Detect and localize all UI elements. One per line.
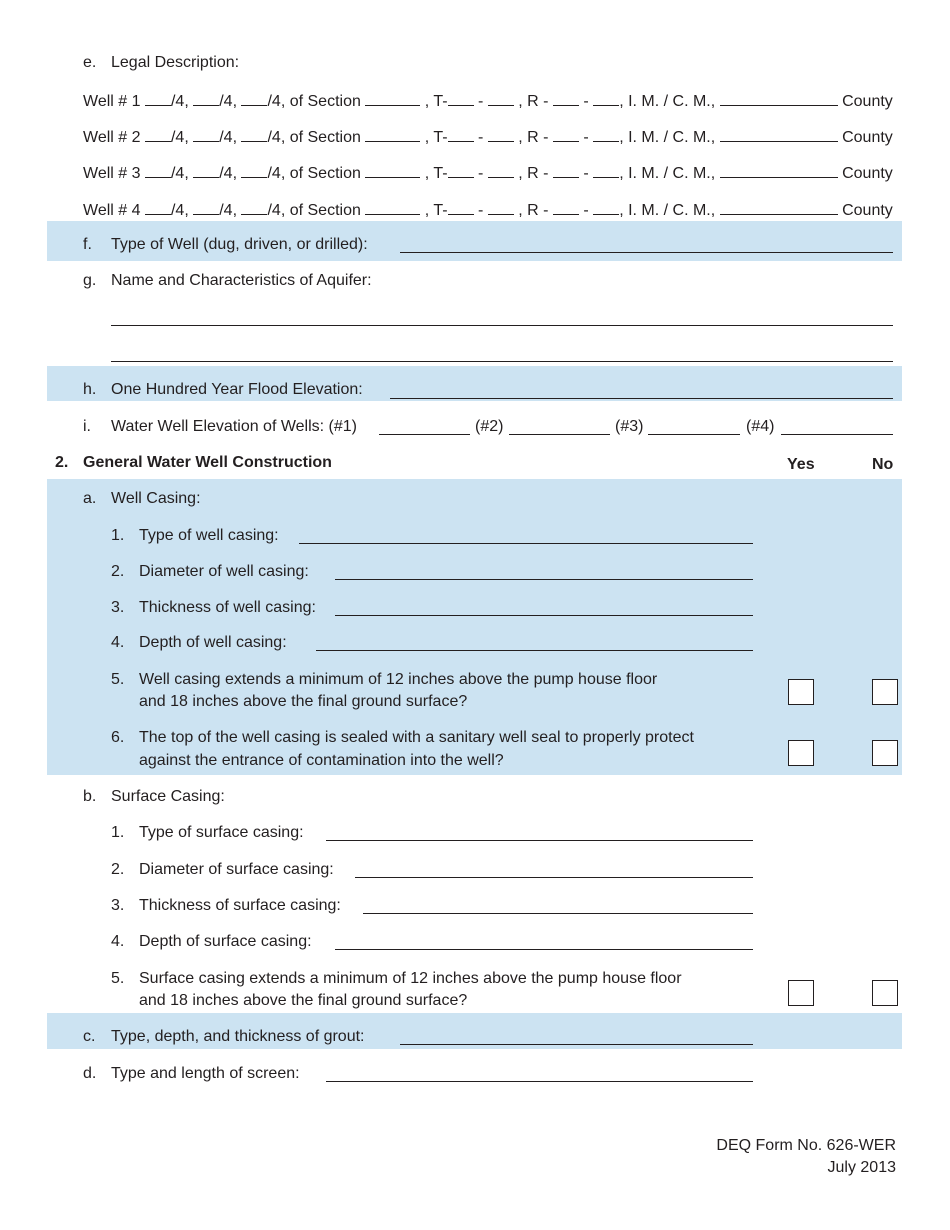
well-casing-diameter-label: Diameter of well casing: xyxy=(139,563,309,580)
surface-casing-depth-field[interactable] xyxy=(335,949,753,950)
surface-casing-thickness-field[interactable] xyxy=(363,913,753,914)
quarter-field[interactable] xyxy=(241,162,267,178)
township-field[interactable] xyxy=(448,162,474,178)
grout-label: Type, depth, and thickness of grout: xyxy=(111,1028,365,1045)
county-field[interactable] xyxy=(720,90,838,106)
sub-item-number: 3. xyxy=(111,897,125,914)
quarter-field[interactable] xyxy=(241,126,267,142)
county-field[interactable] xyxy=(720,126,838,142)
aquifer-label: Name and Characteristics of Aquifer: xyxy=(111,272,372,289)
sub-item-number: 2. xyxy=(111,563,125,580)
elevation-well-3-label: (#3) xyxy=(615,418,644,435)
quarter-field[interactable] xyxy=(241,199,267,215)
well-casing-type-label: Type of well casing: xyxy=(139,527,279,544)
surface-casing-height-no-checkbox[interactable] xyxy=(872,980,898,1006)
well-seal-question: The top of the well casing is sealed with a sanitary well seal to properly protect xyxy=(139,729,694,746)
range-dir-field[interactable] xyxy=(593,162,619,178)
form-date: July 2013 xyxy=(827,1159,896,1176)
elevation-well-2-label: (#2) xyxy=(475,418,504,435)
surface-casing-height-question-cont: and 18 inches above the final ground surface? xyxy=(139,992,468,1009)
sub-item-number: 6. xyxy=(111,729,125,746)
quarter-field[interactable] xyxy=(145,90,171,106)
well-label: Well # 1 xyxy=(83,93,141,110)
surface-casing-height-question: Surface casing extends a minimum of 12 inches above the pump house floor xyxy=(139,970,682,987)
well-casing-height-question: Well casing extends a minimum of 12 inches above the pump house floor xyxy=(139,671,658,688)
sub-item-number: 2. xyxy=(111,861,125,878)
item-letter: d. xyxy=(83,1065,97,1082)
legal-description-label: Legal Description: xyxy=(111,54,240,71)
well-legal-row: Well # 1 /4, /4, /4, of Section , T- - , R - - , I. M. / C. M., County xyxy=(83,90,893,112)
surface-casing-diameter-field[interactable] xyxy=(355,877,753,878)
well-legal-row: Well # 4 /4, /4, /4, of Section , T- - , R - - , I. M. / C. M., County xyxy=(83,199,893,221)
well-casing-height-question-cont: and 18 inches above the final ground surface? xyxy=(139,693,468,710)
type-of-well-field[interactable] xyxy=(400,252,893,253)
quarter-field[interactable] xyxy=(145,126,171,142)
item-letter: g. xyxy=(83,272,97,289)
item-letter: b. xyxy=(83,788,97,805)
form-number: DEQ Form No. 626-WER xyxy=(716,1137,896,1154)
quarter-field[interactable] xyxy=(193,162,219,178)
range-dir-field[interactable] xyxy=(593,90,619,106)
range-field[interactable] xyxy=(553,126,579,142)
quarter-field[interactable] xyxy=(193,199,219,215)
item-letter: e. xyxy=(83,54,97,71)
aquifer-field[interactable] xyxy=(111,361,893,362)
township-dir-field[interactable] xyxy=(488,162,514,178)
item-letter: i. xyxy=(83,418,91,435)
quarter-field[interactable] xyxy=(145,199,171,215)
well-seal-question-cont: against the entrance of contamination into the well? xyxy=(139,752,504,769)
township-dir-field[interactable] xyxy=(488,126,514,142)
surface-casing-height-yes-checkbox[interactable] xyxy=(788,980,814,1006)
item-letter: h. xyxy=(83,381,97,398)
item-letter: c. xyxy=(83,1028,96,1045)
township-field[interactable] xyxy=(448,199,474,215)
section-title: General Water Well Construction xyxy=(83,454,332,471)
well-legal-row: Well # 3 /4, /4, /4, of Section , T- - , R - - , I. M. / C. M., County xyxy=(83,162,893,184)
sub-item-number: 4. xyxy=(111,634,125,651)
well-casing-type-field[interactable] xyxy=(299,543,753,544)
surface-casing-depth-label: Depth of surface casing: xyxy=(139,933,312,950)
well-casing-depth-field[interactable] xyxy=(316,650,753,651)
well-label: Well # 4 xyxy=(83,202,141,219)
sub-item-number: 1. xyxy=(111,527,125,544)
well-casing-diameter-field[interactable] xyxy=(335,579,753,580)
water-well-elevation-label: Water Well Elevation of Wells: (#1) xyxy=(111,418,358,435)
well-casing-height-no-checkbox[interactable] xyxy=(872,679,898,705)
well-casing-thickness-field[interactable] xyxy=(335,615,753,616)
section-field[interactable] xyxy=(365,162,420,178)
yes-column-header: Yes xyxy=(787,456,815,473)
surface-casing-thickness-label: Thickness of surface casing: xyxy=(139,897,341,914)
section-field[interactable] xyxy=(365,90,420,106)
well-legal-row: Well # 2 /4, /4, /4, of Section , T- - , R - - , I. M. / C. M., County xyxy=(83,126,893,148)
flood-elevation-field[interactable] xyxy=(390,398,893,399)
surface-casing-diameter-label: Diameter of surface casing: xyxy=(139,861,334,878)
well-casing-thickness-label: Thickness of well casing: xyxy=(139,599,316,616)
section-field[interactable] xyxy=(365,199,420,215)
item-letter: f. xyxy=(83,236,92,253)
township-dir-field[interactable] xyxy=(488,199,514,215)
sub-item-number: 3. xyxy=(111,599,125,616)
well-label: Well # 2 xyxy=(83,129,141,146)
elevation-well-2-field[interactable] xyxy=(509,434,610,435)
township-field[interactable] xyxy=(448,126,474,142)
well-seal-yes-checkbox[interactable] xyxy=(788,740,814,766)
elevation-well-1-field[interactable] xyxy=(379,434,470,435)
county-field[interactable] xyxy=(720,162,838,178)
sub-item-number: 4. xyxy=(111,933,125,950)
quarter-field[interactable] xyxy=(193,90,219,106)
elevation-well-4-label: (#4) xyxy=(746,418,775,435)
county-field[interactable] xyxy=(720,199,838,215)
range-field[interactable] xyxy=(553,199,579,215)
elevation-well-3-field[interactable] xyxy=(648,434,740,435)
well-casing-depth-label: Depth of well casing: xyxy=(139,634,287,651)
grout-field[interactable] xyxy=(400,1044,753,1045)
range-field[interactable] xyxy=(553,162,579,178)
well-casing-label: Well Casing: xyxy=(111,490,201,507)
no-column-header: No xyxy=(872,456,894,473)
quarter-field[interactable] xyxy=(193,126,219,142)
range-field[interactable] xyxy=(553,90,579,106)
township-field[interactable] xyxy=(448,90,474,106)
sub-item-number: 5. xyxy=(111,671,125,688)
surface-casing-type-label: Type of surface casing: xyxy=(139,824,304,841)
sub-item-number: 5. xyxy=(111,970,125,987)
screen-label: Type and length of screen: xyxy=(111,1065,300,1082)
aquifer-field[interactable] xyxy=(111,325,893,326)
section-number: 2. xyxy=(55,454,69,471)
sub-item-number: 1. xyxy=(111,824,125,841)
quarter-field[interactable] xyxy=(145,162,171,178)
well-casing-height-yes-checkbox[interactable] xyxy=(788,679,814,705)
quarter-field[interactable] xyxy=(241,90,267,106)
surface-casing-type-field[interactable] xyxy=(326,840,753,841)
item-letter: a. xyxy=(83,490,97,507)
screen-field[interactable] xyxy=(326,1081,753,1082)
type-of-well-label: Type of Well (dug, driven, or drilled): xyxy=(111,236,368,253)
well-label: Well # 3 xyxy=(83,165,141,182)
flood-elevation-label: One Hundred Year Flood Elevation: xyxy=(111,381,363,398)
section-field[interactable] xyxy=(365,126,420,142)
range-dir-field[interactable] xyxy=(593,199,619,215)
township-dir-field[interactable] xyxy=(488,90,514,106)
range-dir-field[interactable] xyxy=(593,126,619,142)
surface-casing-label: Surface Casing: xyxy=(111,788,225,805)
elevation-well-4-field[interactable] xyxy=(781,434,893,435)
well-seal-no-checkbox[interactable] xyxy=(872,740,898,766)
